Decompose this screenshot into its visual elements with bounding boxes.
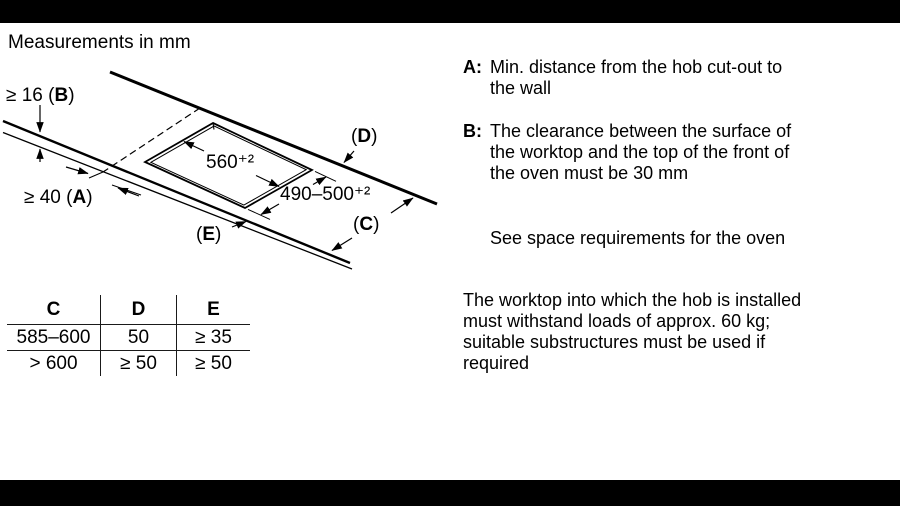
note-load [463,290,801,374]
table-cell: ≥ 50 [177,351,251,377]
note-b-key: B: [463,121,482,141]
dim-label-a: ≥ 40 (A) [24,187,93,208]
note-load-line: must withstand loads of approx. 60 kg; [463,311,771,331]
page-title: Measurements in mm [8,32,191,53]
table-row [7,325,250,351]
table-cell: 585–600 [16,326,91,348]
dim-label-d: (D) [351,126,378,147]
dim-label-b: ≥ 16 (B) [6,85,75,106]
label-d-arrow [344,151,354,163]
note-b-line: The clearance between the surface of [490,121,792,141]
table-header-e: E [177,295,251,325]
table-cell: ≥ 35 [177,325,251,351]
table-cell: > 600 [29,352,78,374]
table-header-row [7,295,250,325]
table-row [7,351,250,377]
table-cell: ≥ 50 [101,351,177,377]
note-b-line: the worktop and the top of the front of [490,142,790,162]
wall-projection-dashed-line [89,108,200,178]
cde-table [7,295,250,376]
note-load-line: required [463,353,530,373]
note-a-line: Min. distance from the hob cut-out to [490,57,783,77]
note-a [463,57,782,99]
dim-depth-value: 490–500⁺² [280,184,371,205]
note-see-space: See space requirements for the oven [490,228,786,248]
dim-label-c: (C) [353,214,380,235]
note-b [463,121,791,184]
note-a-line: the wall [490,78,552,98]
table-cell: 50 [101,325,177,351]
table-header-d: D [101,295,177,325]
note-b-line: the oven must be 30 mm [490,163,689,183]
note-a-key: A: [463,57,482,77]
table-header-c: C [46,298,61,320]
note-load-line: The worktop into which the hob is installed [463,290,802,310]
dim-label-e: (E) [196,224,222,245]
note-load-line: suitable substructures must be used if [463,332,766,352]
dim-width-value: 560⁺² [206,152,255,173]
